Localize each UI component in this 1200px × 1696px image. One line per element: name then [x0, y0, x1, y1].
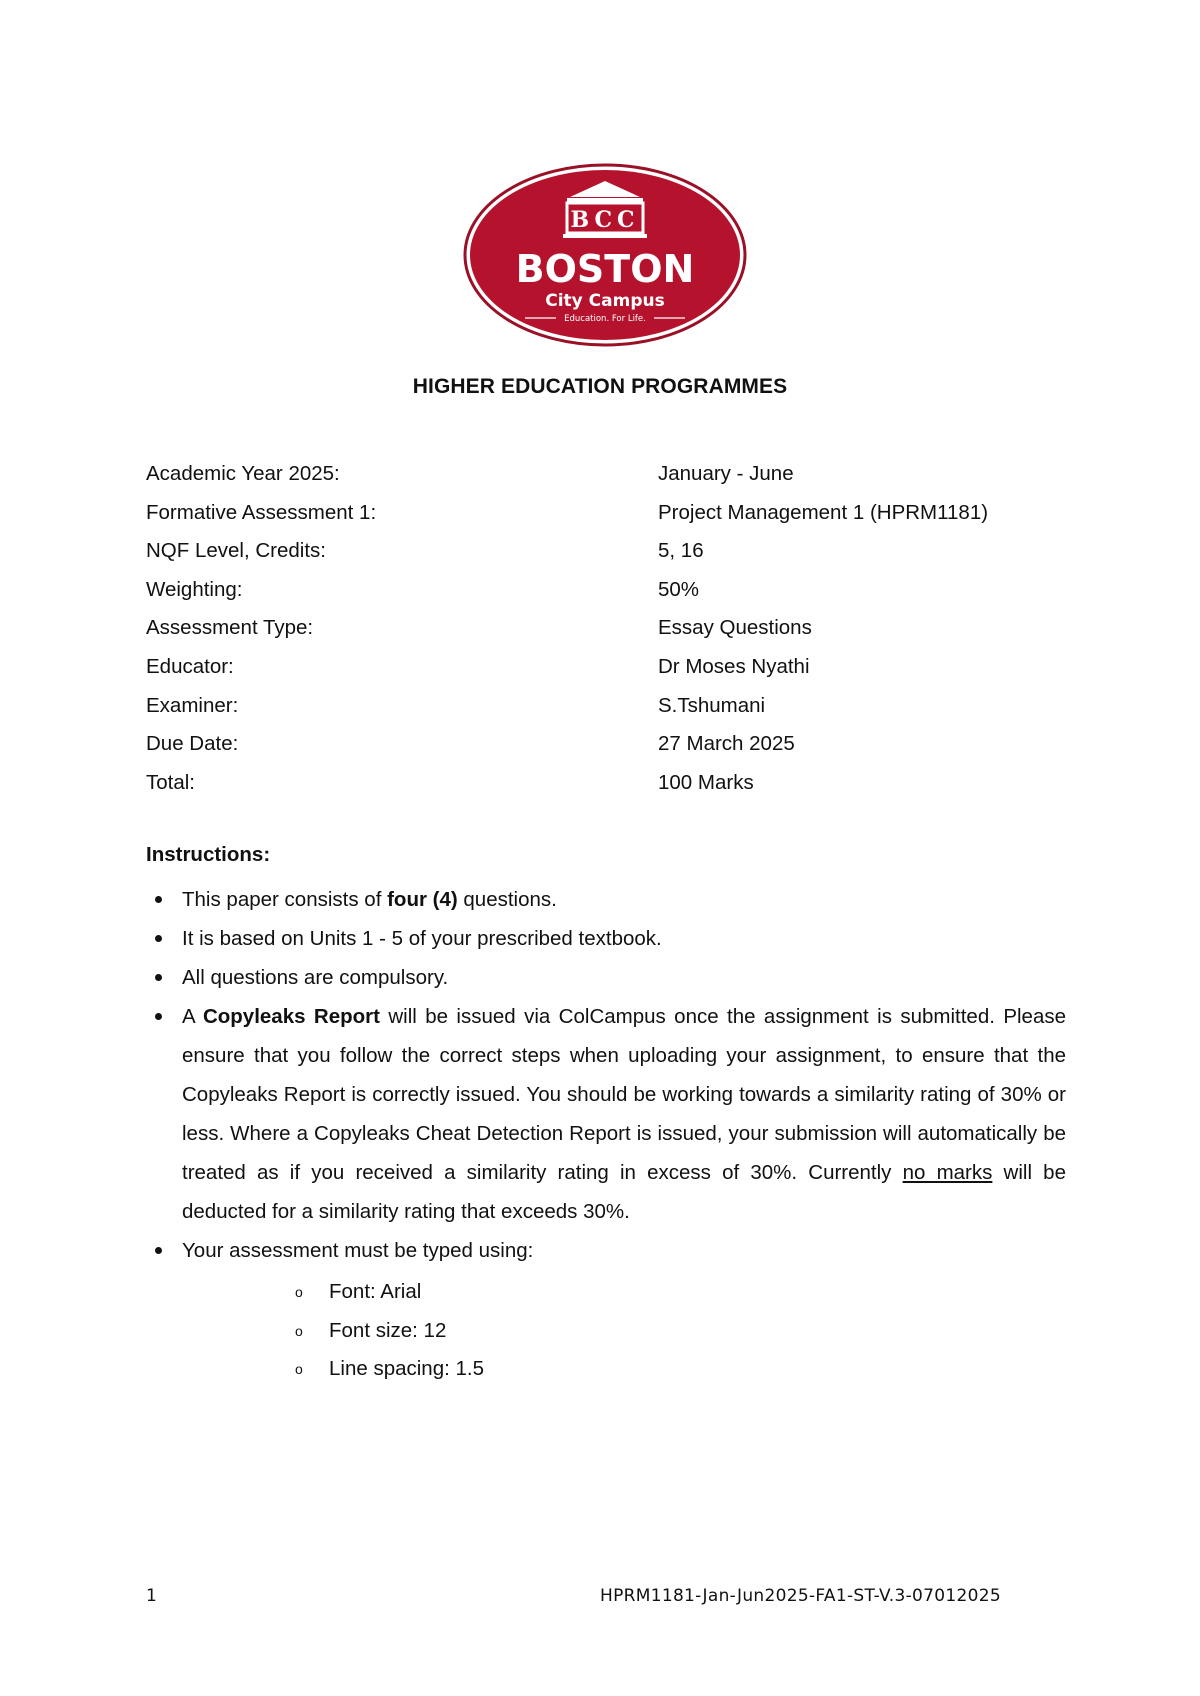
info-value: 100 Marks [658, 770, 754, 794]
bullet-icon [155, 896, 162, 903]
info-row [146, 687, 1066, 726]
circle-bullet-icon: o [295, 1361, 303, 1377]
document-code: HPRM1181-Jan-Jun2025-FA1-ST-V.3-07012025 [600, 1586, 1001, 1606]
sub-item-text: Font size: 12 [329, 1318, 447, 1342]
bullet-icon [155, 974, 162, 981]
info-row [146, 725, 1066, 764]
info-row [146, 609, 1066, 648]
info-value: 50% [658, 577, 700, 601]
instructions-heading: Instructions: [146, 843, 271, 866]
info-label: Educator: [146, 654, 234, 678]
bullet-icon [155, 1247, 162, 1254]
info-label: Academic Year 2025: [146, 462, 340, 485]
info-label: Formative Assessment 1: [146, 500, 377, 524]
sub-list-item [295, 1350, 795, 1389]
list-item [146, 958, 1066, 997]
info-value: 27 March 2025 [658, 732, 795, 756]
page-number: 1 [146, 1586, 157, 1606]
info-value: Dr Moses Nyathi [658, 654, 810, 678]
instruction-bold: four (4) [387, 888, 458, 911]
info-value: January - June [658, 462, 794, 485]
bullet-icon [155, 935, 162, 942]
instructions-list [146, 880, 1066, 1270]
list-item [146, 880, 1066, 919]
instruction-text: All questions are compulsory. [182, 966, 449, 989]
logo-tagline: Education. For Life. [564, 314, 646, 324]
info-value: 5, 16 [658, 539, 704, 563]
info-label: Weighting: [146, 577, 243, 601]
info-label: Total: [146, 770, 195, 794]
formatting-sublist [295, 1273, 795, 1389]
circle-bullet-icon: o [295, 1284, 303, 1300]
logo-emblem [463, 163, 747, 347]
instruction-text: A [182, 1005, 203, 1028]
assessment-info [146, 455, 1066, 802]
sub-item-text: Font: Arial [329, 1280, 422, 1303]
logo-subname: City Campus [545, 291, 665, 311]
list-item [146, 919, 1066, 958]
instruction-text: This paper consists of [182, 888, 388, 911]
info-row [146, 764, 1066, 803]
instruction-text: Your assessment must be typed using: [182, 1239, 534, 1262]
info-value: Project Management 1 (HPRM1181) [658, 500, 989, 524]
info-row [146, 455, 1066, 494]
info-row [146, 494, 1066, 533]
list-item [146, 1231, 1066, 1270]
bullet-icon [155, 1013, 162, 1020]
sub-item-text: Line spacing: 1.5 [329, 1357, 485, 1380]
info-row [146, 532, 1066, 571]
info-value: Essay Questions [658, 616, 812, 640]
instruction-bold: Copyleaks Report [202, 1005, 380, 1028]
info-row [146, 648, 1066, 687]
info-label: Examiner: [146, 693, 239, 717]
info-row [146, 571, 1066, 610]
instruction-text: will be deducted for a similarity rating that exceeds 30%. [182, 1161, 1066, 1223]
sub-list-item [295, 1312, 795, 1351]
info-label: Due Date: [146, 732, 239, 756]
list-item [146, 997, 1066, 1231]
instruction-underline: no marks [902, 1161, 993, 1184]
document-title: HIGHER EDUCATION PROGRAMMES [412, 375, 788, 398]
boston-city-campus-logo [463, 163, 747, 347]
instruction-text: It is based on Units 1 - 5 of your prescribed textbook. [182, 927, 662, 950]
instruction-text: questions. [457, 888, 557, 911]
logo-name: BOSTON [515, 247, 695, 291]
instruction-text: will be issued via ColCampus once the assignment is submitted. Please ensure that you follow the correct steps when uploading your assignment, to ensure that the Copyleaks Report is correctly issued. You should be working towards a similarity rating of 30% or less. Where a Copyleaks Cheat Detection Report is issued, your submission will automatically be treated as if you received a similarity rating in excess of 30%. Currently [182, 1005, 1066, 1184]
sub-list-item [295, 1273, 795, 1312]
circle-bullet-icon: o [295, 1322, 303, 1339]
info-label: Assessment Type: [146, 616, 314, 640]
info-value: S.Tshumani [658, 693, 766, 717]
logo-monogram: BCC [570, 207, 640, 233]
info-label: NQF Level, Credits: [146, 539, 326, 563]
